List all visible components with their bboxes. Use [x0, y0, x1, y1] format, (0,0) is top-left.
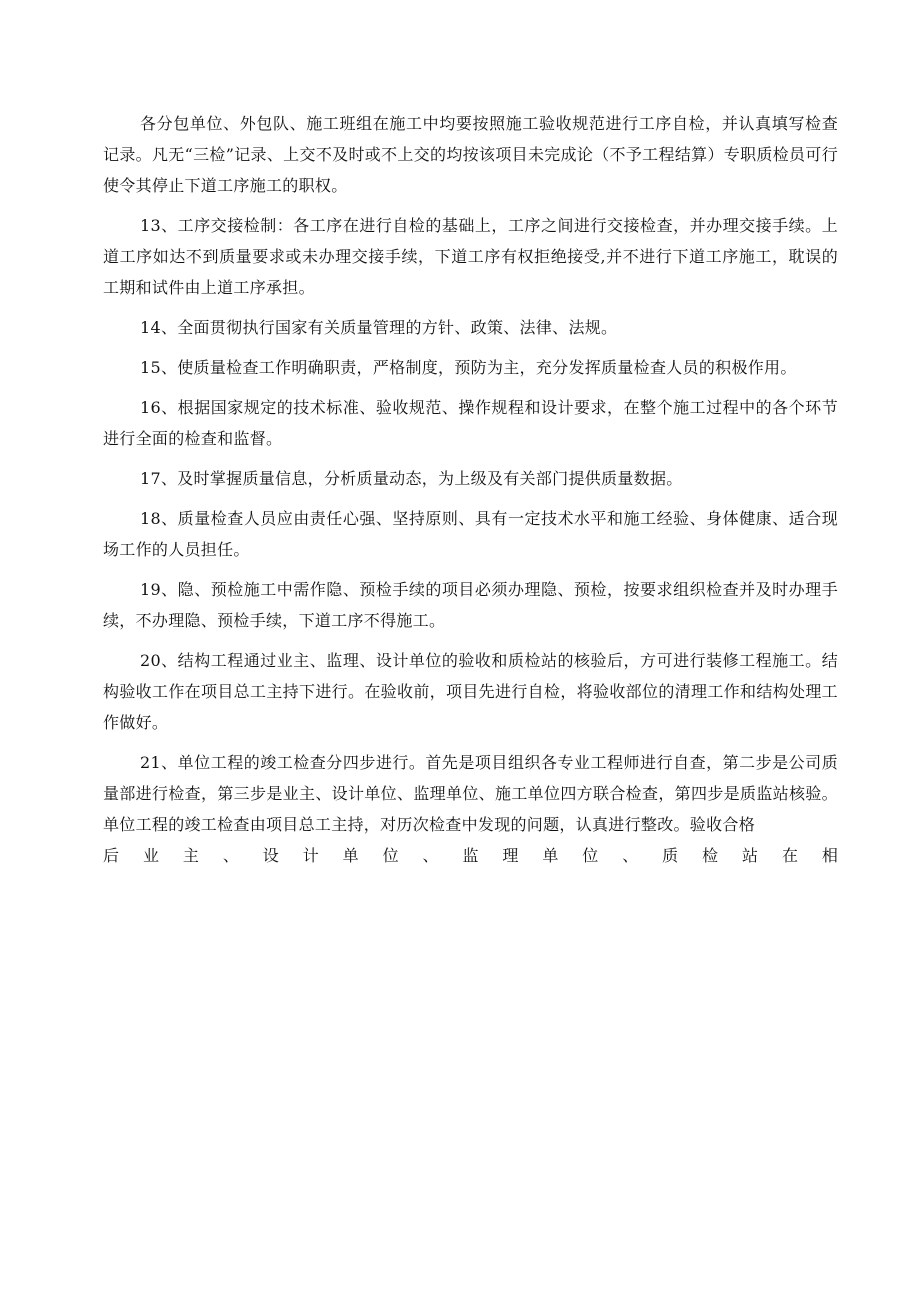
trailing-char: 位	[382, 846, 399, 865]
trailing-char: 后	[103, 846, 120, 865]
document-page	[103, 108, 838, 871]
trailing-char: 质	[662, 846, 679, 865]
trailing-char: 相	[821, 846, 838, 865]
trailing-char: 、	[622, 846, 639, 865]
trailing-char: 、	[222, 846, 239, 865]
trailing-char: 、	[422, 846, 439, 865]
trailing-char: 监	[462, 846, 479, 865]
paragraph-15: 15、使质量检查工作明确职责，严格制度，预防为主，充分发挥质量检查人员的积极作用。	[140, 358, 797, 377]
trailing-char: 单	[542, 846, 559, 865]
paragraph-13: 13、工序交接检制：各工序在进行自检的基础上，工序之间进行交接检查，并办理交接手续。上道工序如达不到质量要求或未办理交接手续，下道工序有权拒绝接受,并不进行下道工序施工，耽误的工期和试件由上道工序承担。	[103, 216, 838, 297]
paragraph-18: 18、质量检查人员应由责任心强、坚持原则、具有一定技术水平和施工经验、身体健康、适合现场工作的人员担任。	[103, 509, 838, 559]
paragraph-14: 14、全面贯彻执行国家有关质量管理的方针、政策、法律、法规。	[140, 318, 618, 337]
paragraph-20: 20、结构工程通过业主、监理、设计单位的验收和质检站的核验后，方可进行装修工程施工。结构验收工作在项目总工主持下进行。在验收前，项目先进行自检，将验收部位的清理工作和结构处理工作做好。	[103, 651, 838, 732]
trailing-char: 站	[742, 846, 759, 865]
paragraph-16: 16、根据国家规定的技术标准、验收规范、操作规程和设计要求，在整个施工过程中的各个环节进行全面的检查和监督。	[103, 398, 838, 448]
paragraph-21: 21、单位工程的竣工检查分四步进行。首先是项目组织各专业工程师进行自查，第二步是公司质量部进行检查，第三步是业主、设计单位、监理单位、施工单位四方联合检查，第四步是质监站核验。单位工程的竣工检查由项目总工主持，对历次检查中发现的问题，认真进行整改。验收合格	[103, 753, 838, 834]
paragraph-1: 各分包单位、外包队、施工班组在施工中均要按照施工验收规范进行工序自检，并认真填写检查记录。凡无“三检”记录、上交不及时或不上交的均按该项目未完成论（不予工程结算）专职质检员可行使令其停止下道工序施工的职权。	[103, 114, 838, 195]
paragraph-19: 19、隐、预检施工中需作隐、预检手续的项目必须办理隐、预检，按要求组织检查并及时办理手续，不办理隐、预检手续，下道工序不得施工。	[103, 580, 838, 630]
trailing-char: 业	[142, 846, 159, 865]
trailing-char: 位	[582, 846, 599, 865]
trailing-char: 主	[182, 846, 199, 865]
trailing-char: 设	[262, 846, 279, 865]
paragraph-17: 17、及时掌握质量信息，分析质量动态，为上级及有关部门提供质量数据。	[140, 469, 683, 488]
trailing-char: 检	[702, 846, 719, 865]
trailing-char: 理	[502, 846, 519, 865]
trailing-char: 在	[781, 846, 798, 865]
trailing-char: 计	[302, 846, 319, 865]
trailing-char: 单	[342, 846, 359, 865]
paragraph-21-trailing-line	[103, 840, 838, 871]
